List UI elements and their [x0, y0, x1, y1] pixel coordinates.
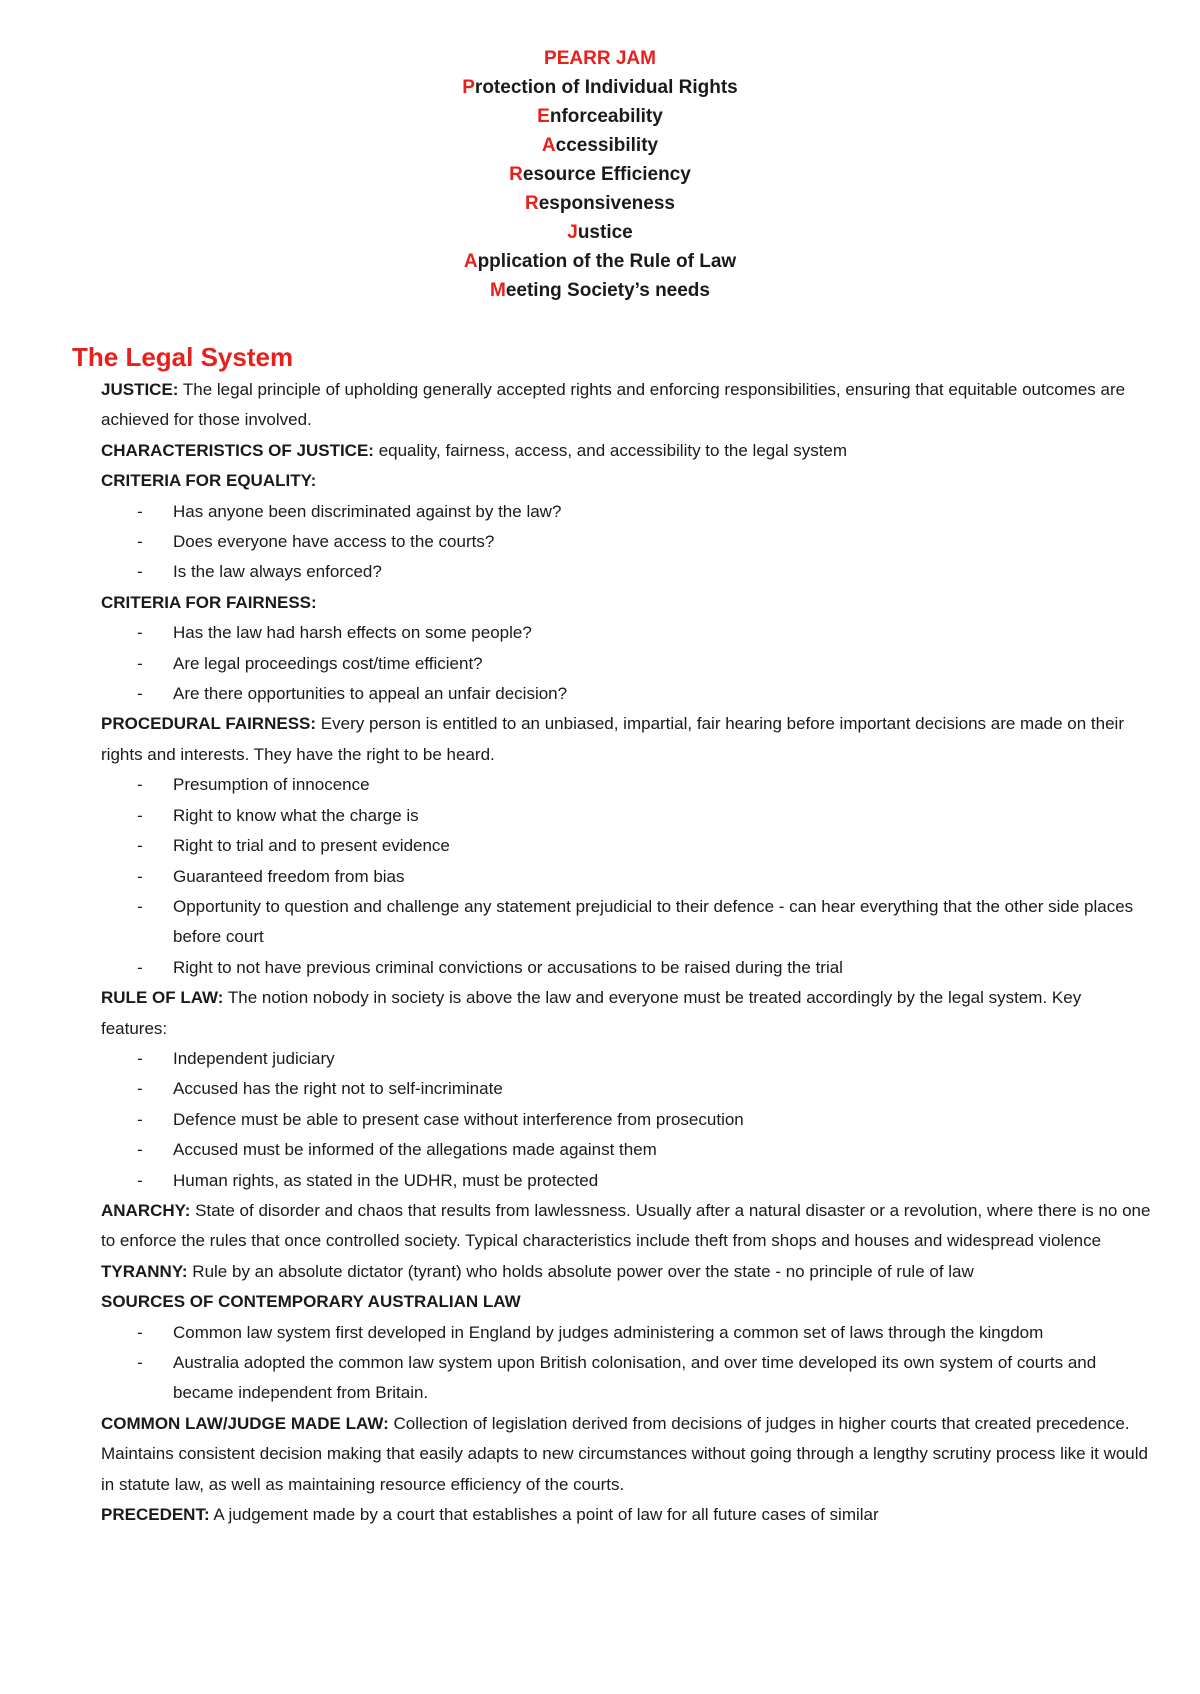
definition-term: COMMON LAW/JUDGE MADE LAW: [101, 1413, 389, 1433]
definition-text: The legal principle of upholding generally accepted rights and enforcing responsibilities, ensuring that equitable outcomes are achieved for those involved. [101, 380, 1126, 430]
list-item-text: Has anyone been discriminated against by the law? [173, 501, 562, 521]
definition-term: JUSTICE: [101, 380, 179, 399]
definition-paragraph [101, 1500, 1151, 1530]
list-item-text: Human rights, as stated in the UDHR, must be protected [173, 1170, 599, 1190]
definition-term: TYRANNY: [101, 1261, 188, 1281]
definition-paragraph [101, 466, 1151, 496]
definition-text: Rule by an absolute dictator (tyrant) who holds absolute power over the state - no principle of rule of law [187, 1261, 974, 1281]
list-item-text: Does everyone have access to the courts? [173, 532, 495, 552]
list-item [101, 831, 1151, 861]
notes-content [101, 375, 1151, 1530]
definition-paragraph [101, 1409, 1151, 1500]
list-item [101, 527, 1151, 557]
acronym-line: Accessibility [541, 135, 659, 156]
bullet-dash: - [137, 805, 143, 825]
definition-term: PROCEDURAL FAIRNESS: [101, 714, 317, 734]
bullet-list [101, 618, 1151, 709]
bullet-dash: - [137, 684, 143, 704]
definition-term: RULE OF LAW: [101, 988, 224, 1008]
definition-paragraph [101, 588, 1151, 618]
bullet-dash: - [137, 1170, 143, 1190]
definition-text: Collection of legislation derived from decisions of judges in higher courts that created precedence. Maintains consistent decision making that easily adapts to new circumstances without going through a lengthy scrutiny process like it would in statute law, as well as maintaining resource efficiency of the courts. [101, 1413, 1148, 1494]
definition-paragraph [101, 436, 1151, 466]
bullet-list [101, 770, 1151, 983]
definition-paragraph [101, 1196, 1151, 1257]
bullet-dash: - [137, 1322, 143, 1342]
list-item-text: Guaranteed freedom from bias [173, 866, 405, 886]
bullet-dash: - [137, 1140, 143, 1160]
definition-term: ANARCHY: [101, 1200, 191, 1220]
list-item [101, 770, 1151, 800]
acronym-line: Meeting Society’s needs [490, 280, 710, 301]
definition-paragraph [101, 709, 1151, 770]
definition-paragraph [101, 1287, 1151, 1317]
bullet-dash: - [137, 1353, 143, 1372]
list-item-text: Right to not have previous criminal convictions or accusations to be raised during the trial [173, 957, 843, 977]
list-item-text: Right to know what the charge is [173, 805, 419, 825]
definition-text: The notion nobody in society is above the law and everyone must be treated accordingly by the legal system. Key features: [101, 988, 1082, 1038]
bullet-list [101, 1044, 1151, 1196]
bullet-dash: - [137, 1109, 143, 1129]
acronym-line: Application of the Rule of Law [463, 251, 737, 272]
acronym-title: PEARR JAM [544, 48, 656, 69]
bullet-dash: - [137, 836, 143, 856]
acronym-line: Justice [567, 222, 633, 243]
list-item-text: Australia adopted the common law system upon British colonisation, and over time developed its own system of courts and became independent from Britain. [173, 1353, 1097, 1403]
list-item-text: Accused must be informed of the allegations made against them [173, 1140, 657, 1160]
definition-term: SOURCES OF CONTEMPORARY AUSTRALIAN LAW [101, 1292, 521, 1312]
definition-term: CRITERIA FOR EQUALITY: [101, 471, 317, 491]
definition-text: Every person is entitled to an unbiased, impartial, fair hearing before important decisions are made on their rights and interests. They have the right to be heard. [101, 714, 1124, 764]
bullet-dash: - [137, 653, 143, 673]
bullet-dash: - [137, 1048, 143, 1068]
acronym-line: Enforceability [537, 106, 663, 127]
list-item [101, 1044, 1151, 1074]
list-item-text: Right to trial and to present evidence [173, 836, 450, 856]
list-item [101, 1166, 1151, 1196]
list-item-text: Common law system first developed in England by judges administering a common set of laws through the kingdom [173, 1322, 1044, 1342]
list-item [101, 679, 1151, 709]
acronym-line: Protection of Individual Rights [462, 77, 738, 98]
definition-term: CHARACTERISTICS OF JUSTICE: [101, 440, 374, 460]
bullet-dash: - [137, 1079, 143, 1099]
list-item [101, 557, 1151, 587]
list-item [101, 1105, 1151, 1135]
definition-paragraph [101, 375, 1151, 436]
bullet-dash: - [137, 896, 143, 916]
definition-paragraph [101, 983, 1151, 1044]
acronym-line: Responsiveness [525, 193, 675, 214]
list-item [101, 618, 1151, 648]
list-item-text: Is the law always enforced? [173, 562, 382, 582]
bullet-list [101, 497, 1151, 588]
list-item [101, 892, 1151, 953]
acronym-block [0, 44, 1200, 305]
acronym-line: Resource Efficiency [509, 164, 691, 185]
definition-text: State of disorder and chaos that results from lawlessness. Usually after a natural disaster or a revolution, where there is no one to enforce the rules that once controlled society. Typical characteristics include theft from shops and houses and widespread violence [101, 1200, 1151, 1251]
list-item-text: Presumption of innocence [173, 775, 370, 795]
list-item-text: Opportunity to question and challenge any statement prejudicial to their defence - can hear everything that the other side places before court [173, 896, 1134, 947]
list-item-text: Accused has the right not to self-incriminate [173, 1079, 503, 1099]
list-item [101, 953, 1151, 983]
definition-text: A judgement made by a court that establishes a point of law for all future cases of similar [209, 1505, 879, 1525]
list-item-text: Defence must be able to present case without interference from prosecution [173, 1109, 744, 1129]
list-item [101, 862, 1151, 892]
bullet-dash: - [137, 501, 143, 521]
list-item-text: Are legal proceedings cost/time efficient? [173, 653, 483, 673]
definition-term: PRECEDENT: [101, 1505, 210, 1525]
definition-text: equality, fairness, access, and accessibility to the legal system [373, 440, 848, 460]
list-item [101, 1074, 1151, 1104]
list-item [101, 1318, 1151, 1348]
definition-term: CRITERIA FOR FAIRNESS: [101, 592, 317, 612]
bullet-dash: - [137, 532, 143, 552]
bullet-dash: - [137, 775, 143, 795]
definition-paragraph [101, 1257, 1151, 1287]
bullet-list [101, 1318, 1151, 1409]
list-item-text: Are there opportunities to appeal an unfair decision? [173, 684, 568, 704]
bullet-dash: - [137, 957, 143, 977]
bullet-dash: - [137, 623, 143, 643]
list-item [101, 497, 1151, 527]
list-item [101, 649, 1151, 679]
bullet-dash: - [137, 866, 143, 886]
section-heading: The Legal System [72, 342, 294, 372]
list-item [101, 1135, 1151, 1165]
list-item-text: Independent judiciary [173, 1048, 335, 1068]
list-item [101, 801, 1151, 831]
list-item [101, 1348, 1151, 1409]
list-item-text: Has the law had harsh effects on some people? [173, 623, 532, 643]
bullet-dash: - [137, 562, 143, 582]
